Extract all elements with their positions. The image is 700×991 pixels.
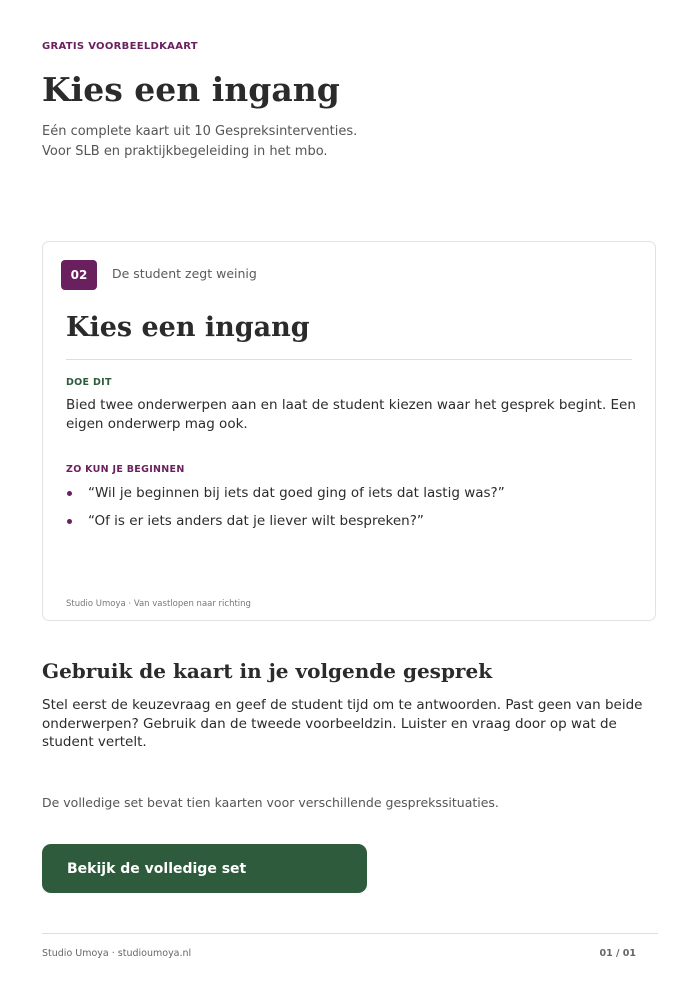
- usage-body: Stel eerst de keuzevraag en geef de student tijd om te antwoorden. Past geen van beide onderwerpen? Gebruik dan de tweede voorbeeldzin. Luister en vraag door op wat de student vertelt.: [42, 697, 643, 750]
- page-title: Kies een ingang: [42, 70, 340, 109]
- eyebrow-label: GRATIS VOORBEELDKAART: [42, 41, 198, 52]
- do-this-text: Bied twee onderwerpen aan en laat de student kiezen waar het gesprek begint. Een eigen onderwerp mag ook.: [66, 397, 636, 432]
- starter-text: “Wil je beginnen bij iets dat goed ging of iets dat lastig was?”: [88, 485, 505, 501]
- footer-divider: [42, 933, 658, 934]
- intro-line: Voor SLB en praktijkbegeleiding in het mbo.: [42, 143, 328, 159]
- starter-text: “Of is er iets anders dat je liever wilt bespreken?”: [88, 513, 424, 529]
- intro-line: Eén complete kaart uit 10 Gespreksinterventies.: [42, 124, 358, 139]
- bullet-icon: [67, 491, 72, 496]
- page-number: 01 / 01: [599, 948, 636, 959]
- footer-brand: Studio Umoya · studioumoya.nl: [42, 948, 192, 959]
- card-footer: Studio Umoya · Van vastlopen naar richting: [66, 599, 251, 609]
- set-note: De volledige set bevat tien kaarten voor verschillende gesprekssituaties.: [42, 795, 499, 810]
- card-subtitle: De student zegt weinig: [112, 266, 257, 281]
- starter-list: [66, 484, 505, 540]
- starter-item: [66, 512, 505, 530]
- how-to-start-label: ZO KUN JE BEGINNEN: [66, 464, 185, 475]
- intro-text: [42, 122, 357, 161]
- card-title: Kies een ingang: [66, 312, 310, 343]
- do-this-label: DOE DIT: [66, 377, 112, 388]
- view-full-set-button[interactable]: Bekijk de volledige set: [42, 844, 367, 893]
- card-number-badge: 02: [61, 260, 97, 290]
- conversation-card: [42, 241, 656, 621]
- usage-heading: Gebruik de kaart in je volgende gesprek: [42, 659, 493, 683]
- card-divider: [66, 359, 632, 360]
- bullet-icon: [67, 519, 72, 524]
- starter-item: [66, 484, 505, 502]
